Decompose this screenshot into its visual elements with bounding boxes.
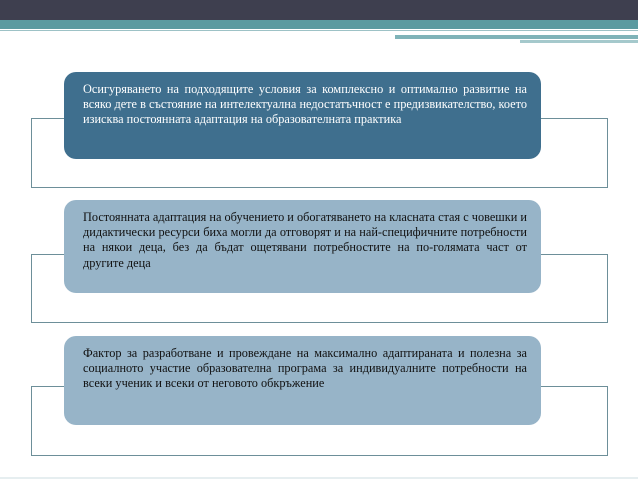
stage-3-text: Фактор за разработване и провеждане на максимално адаптираната и полезна за социалното участие образователна програма за индивидуалните потребности на всеки ученик и всеки от неговото обкръжение: [83, 346, 527, 391]
stage-1-text: Осигуряването на подходящите условия за комплексно и оптимално развитие на всяко дете в състояние на интелектуална недостатъчност е предизвикателство, което изисква постоянната адаптация на образователната практика: [83, 82, 527, 127]
stage-3-box: [64, 336, 541, 425]
stage-1-box: [64, 72, 541, 159]
header-accent-bar-small: [520, 40, 638, 43]
header-stripe: [0, 20, 638, 29]
stage-2-text: Постоянната адаптация на обучението и обогатяването на класната стая с човешки и дидактически ресурси биха могли да отговорят и на най-специфичните потребности на някои деца, без да бъдат ощетявани потребностите на по-голямата част от другите деца: [83, 210, 527, 270]
header-bar: [0, 0, 638, 20]
header-accent-bar: [395, 35, 638, 39]
stage-2-box: [64, 200, 541, 293]
header-divider: [0, 30, 638, 31]
